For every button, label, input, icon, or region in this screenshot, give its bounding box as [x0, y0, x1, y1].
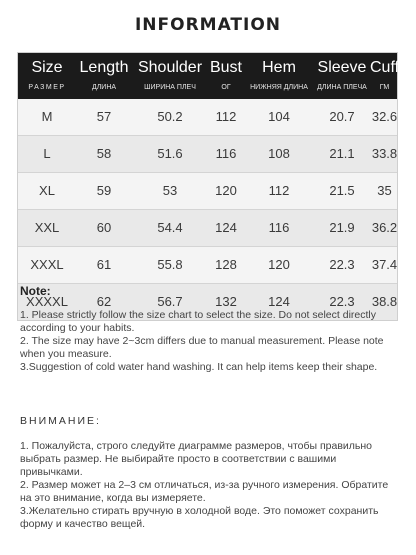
header-bust-label: Bust: [209, 59, 242, 76]
header-shoulder-label: Shoulder: [137, 59, 203, 76]
length-cell: 61: [96, 257, 112, 272]
bust-cell: 128: [215, 257, 237, 272]
sleeve-cell: 21.9: [329, 220, 355, 235]
header-hem-sub: НИЖНЯЯ ДЛИНА: [250, 84, 308, 91]
header-sleeve-sub: ДЛИНА ПЛЕЧА: [317, 84, 367, 91]
length-cell: 62: [96, 294, 112, 309]
shoulder-cell: 55.8: [157, 257, 183, 272]
header-sleeve: [314, 53, 370, 99]
size-table: [17, 52, 398, 321]
hem-cell: 108: [268, 146, 290, 161]
hem-cell: 120: [268, 257, 290, 272]
size-table-header: [18, 53, 400, 99]
cuff-cell: 35: [377, 183, 392, 198]
header-cuff-label: Cuff: [370, 59, 400, 76]
sleeve-cell: 20.7: [329, 109, 355, 124]
header-hem: [244, 53, 314, 99]
sleeve-cell: 22.3: [329, 294, 355, 309]
note-item: 3.Suggestion of cold water hand washing. It can help items keep their shape.: [20, 361, 378, 373]
russian-notes: [20, 440, 400, 531]
russian-note-item: 1. Пожалуйста, строго следуйте диаграмме размеров, чтобы правильно выбрать размер. Не выбирайте просто в соответствии с вашими привычками.: [20, 440, 373, 478]
bust-cell: 116: [215, 146, 237, 161]
table-row: [18, 99, 397, 135]
bust-cell: 132: [215, 294, 237, 309]
shoulder-cell: 53: [162, 183, 178, 198]
table-row: [18, 246, 397, 283]
note-title: Note:: [20, 284, 51, 298]
header-length: [76, 53, 132, 99]
bust-cell: 112: [215, 109, 237, 124]
cuff-cell: 37.4: [371, 257, 398, 272]
header-cuff-sub: ГМ: [379, 84, 390, 91]
header-size-sub: РАЗМЕР: [28, 84, 66, 91]
header-length-sub: ДЛИНА: [91, 84, 117, 91]
cuff-cell: 33.8: [371, 146, 398, 161]
length-cell: 57: [96, 109, 112, 124]
note-item: 2. The size may have 2~3cm differs due to manual measurement. Please note when you measure.: [20, 335, 384, 360]
russian-note-title: ВНИМАНИЕ:: [20, 415, 101, 427]
shoulder-cell: 50.2: [157, 109, 183, 124]
hem-cell: 124: [268, 294, 290, 309]
header-length-label: Length: [79, 59, 129, 76]
size-cell: L: [43, 146, 51, 161]
bust-cell: 124: [215, 220, 237, 235]
sleeve-cell: 21.1: [329, 146, 355, 161]
header-size: [18, 53, 76, 99]
note-item: 1. Please strictly follow the size chart to select the size. Do not select directly according to your habits.: [20, 309, 376, 334]
english-notes: [20, 309, 398, 374]
russian-note-item: 2. Размер может на 2–3 см отличаться, из-за ручного измерения. Обратите на это внимание, когда вы измеряете.: [20, 479, 389, 504]
page-title: INFORMATION: [134, 15, 282, 35]
length-cell: 60: [96, 220, 112, 235]
cuff-cell: 38.8: [371, 294, 398, 309]
header-size-label: Size: [31, 59, 63, 76]
header-sleeve-label: Sleeve: [317, 59, 367, 76]
hem-cell: 112: [268, 183, 290, 198]
hem-cell: 104: [268, 109, 290, 124]
size-cell: XXXXL: [26, 294, 68, 309]
sleeve-cell: 22.3: [329, 257, 355, 272]
table-row: [18, 172, 397, 209]
header-bust-sub: ОГ: [221, 84, 231, 91]
header-shoulder-sub: ШИРИНА ПЛЕЧ: [144, 84, 196, 91]
length-cell: 58: [96, 146, 112, 161]
length-cell: 59: [96, 183, 112, 198]
size-cell: XXL: [34, 220, 60, 235]
header-hem-label: Hem: [262, 59, 296, 76]
hem-cell: 116: [268, 220, 290, 235]
size-table-body: [18, 99, 397, 320]
shoulder-cell: 56.7: [157, 294, 183, 309]
size-cell: XL: [39, 183, 55, 198]
shoulder-cell: 54.4: [157, 220, 183, 235]
header-bust: [208, 53, 244, 99]
shoulder-cell: 51.6: [157, 146, 183, 161]
cuff-cell: 36.2: [371, 220, 398, 235]
bust-cell: 120: [215, 183, 237, 198]
header-cuff: [370, 53, 399, 99]
size-cell: XXXL: [30, 257, 64, 272]
header-shoulder: [132, 53, 208, 99]
sleeve-cell: 21.5: [329, 183, 355, 198]
table-row: [18, 135, 397, 172]
table-row: [18, 209, 397, 246]
russian-note-item: 3.Желательно стирать вручную в холодной воде. Это поможет сохранить форму и качество вещей.: [20, 505, 379, 530]
size-cell: M: [41, 109, 53, 124]
cuff-cell: 32.6: [371, 109, 398, 124]
